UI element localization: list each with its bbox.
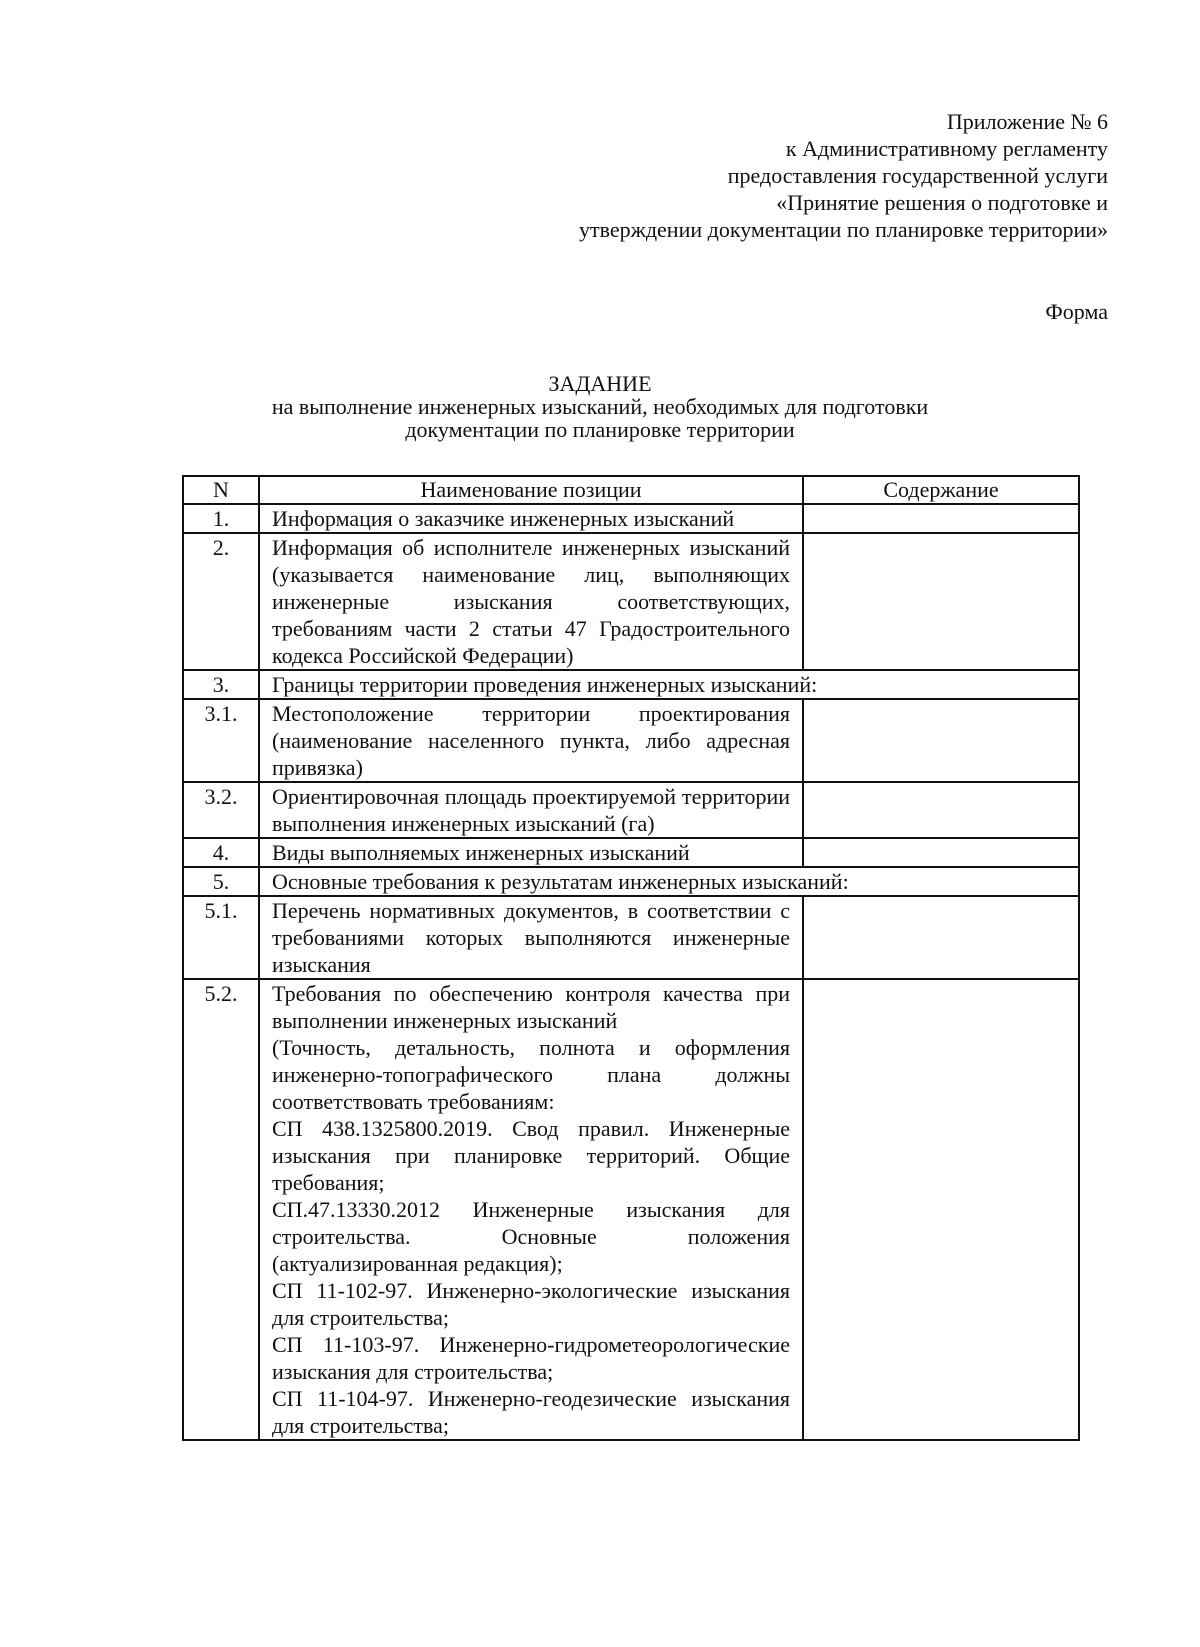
row-number: 3.2. — [183, 782, 259, 838]
header-line: предоставления государственной услуги — [727, 163, 1108, 188]
header-position-name: Наименование позиции — [259, 476, 803, 504]
table-row-section — [183, 670, 1079, 699]
row-number: 5. — [183, 867, 259, 896]
row-number: 5.1. — [183, 896, 259, 979]
table-row-section — [183, 867, 1079, 896]
title-line: на выполнение инженерных изысканий, необходимых для подготовки — [271, 394, 929, 419]
appendix-header — [408, 108, 1108, 243]
row-content-cell — [803, 979, 1079, 1440]
requirement-paragraph: СП 11-104-97. Инженерно-геодезические изыскания для строительства; — [272, 1386, 790, 1438]
row-position: Ориентировочная площадь проектируемой территории выполнения инженерных изысканий (га) — [259, 782, 803, 838]
task-table — [182, 475, 1080, 1441]
table-row — [183, 504, 1079, 533]
title-line: документации по планировке территории — [405, 417, 795, 442]
row-number: 3. — [183, 670, 259, 699]
table-row — [183, 699, 1079, 782]
row-content-cell — [803, 838, 1079, 867]
header-line: утверждении документации по планировке территории» — [579, 217, 1108, 242]
header-content: Содержание — [803, 476, 1079, 504]
requirement-paragraph: (Точность, детальность, полнота и оформления инженерно-топографического плана должны соответствовать требованиям: — [272, 1035, 790, 1114]
row-number: 5.2. — [183, 979, 259, 1440]
requirement-paragraph: СП 11-103-97. Инженерно-гидрометеорологические изыскания для строительства; — [272, 1332, 790, 1384]
row-section-heading: Основные требования к результатам инженерных изысканий: — [259, 867, 1079, 896]
row-number: 4. — [183, 838, 259, 867]
title-main: ЗАДАНИЕ — [548, 371, 652, 396]
header-line: Приложение № 6 — [946, 109, 1108, 134]
table-row — [183, 979, 1079, 1440]
requirement-paragraph: СП 11-102-97. Инженерно-экологические изыскания для строительства; — [272, 1278, 790, 1330]
requirement-paragraph: СП 438.1325800.2019. Свод правил. Инженерные изыскания при планировке территорий. Общие требования; — [272, 1116, 790, 1195]
form-label: Форма — [1045, 299, 1108, 324]
row-position: Виды выполняемых инженерных изысканий — [259, 838, 803, 867]
header-line: «Принятие решения о подготовке и — [776, 190, 1108, 215]
row-content-cell — [803, 504, 1079, 533]
row-content-cell — [803, 699, 1079, 782]
row-position: Информация об исполнителе инженерных изысканий (указывается наименование лиц, выполняющих инженерные изыскания соответствующих, требованиям части 2 статьи 47 Градостроительного кодекса Российской Федерации) — [259, 533, 803, 670]
header-number: N — [183, 476, 259, 504]
row-content-cell — [803, 533, 1079, 670]
row-number: 2. — [183, 533, 259, 670]
row-content-cell — [803, 782, 1079, 838]
row-content-cell — [803, 896, 1079, 979]
row-section-heading: Границы территории проведения инженерных изысканий: — [259, 670, 1079, 699]
row-number: 1. — [183, 504, 259, 533]
row-position — [259, 979, 803, 1440]
table-row — [183, 896, 1079, 979]
row-position: Информация о заказчике инженерных изысканий — [259, 504, 803, 533]
table-row — [183, 838, 1079, 867]
header-line: к Административному регламенту — [785, 136, 1108, 161]
table-header-row — [183, 476, 1079, 504]
table-row — [183, 533, 1079, 670]
table-row — [183, 782, 1079, 838]
document-title — [180, 372, 1020, 441]
requirement-paragraph: Требования по обеспечению контроля качества при выполнении инженерных изысканий — [272, 981, 790, 1033]
row-position: Местоположение территории проектирования (наименование населенного пункта, либо адресная привязка) — [259, 699, 803, 782]
row-number: 3.1. — [183, 699, 259, 782]
requirement-paragraph: СП.47.13330.2012 Инженерные изыскания для строительства. Основные положения (актуализированная редакция); — [272, 1197, 790, 1276]
row-position: Перечень нормативных документов, в соответствии с требованиями которых выполняются инженерные изыскания — [259, 896, 803, 979]
